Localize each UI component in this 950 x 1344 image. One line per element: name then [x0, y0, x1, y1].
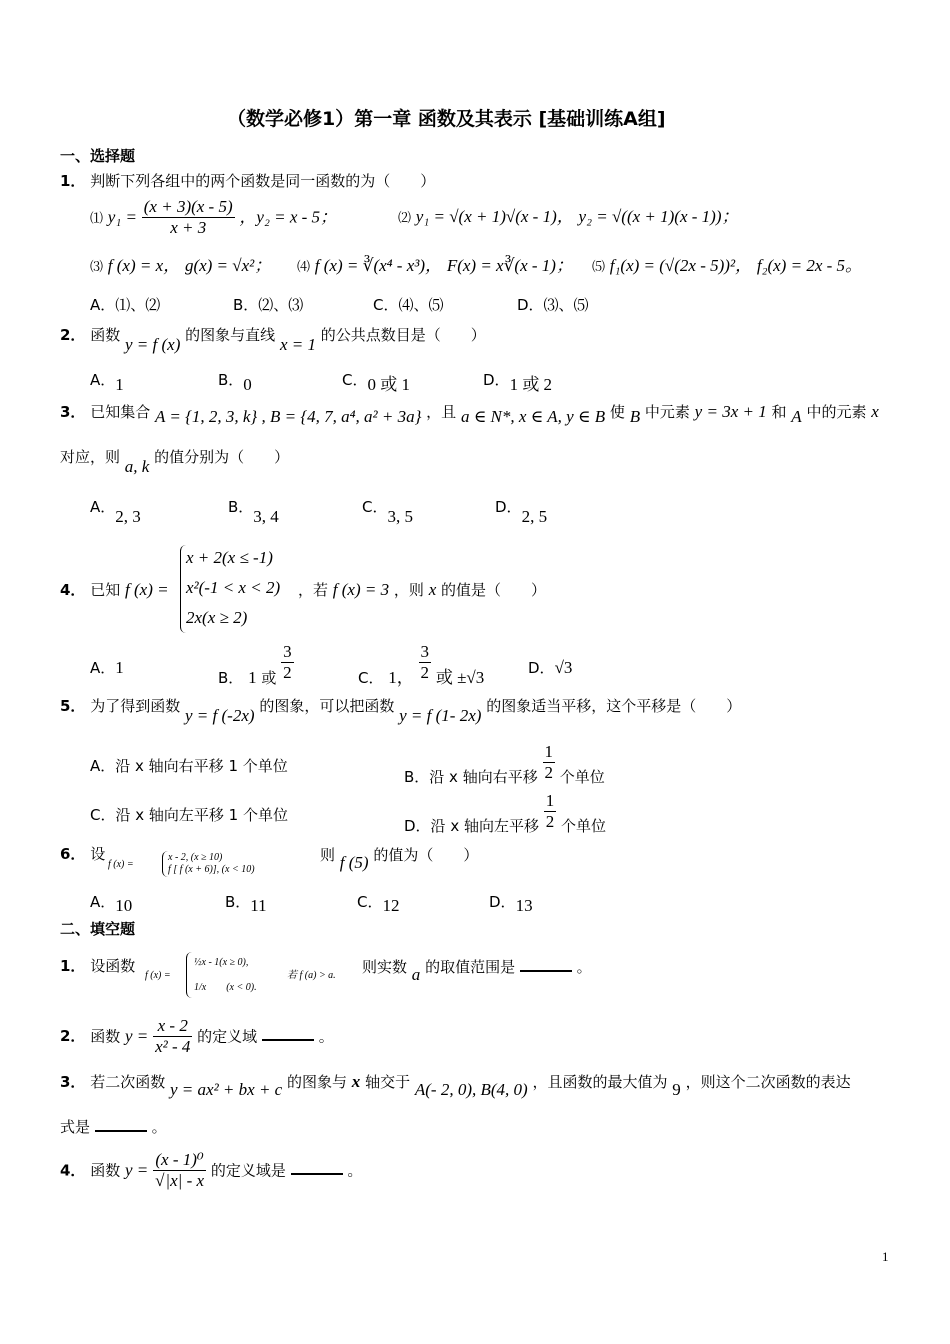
question-text: 的定义域是: [210, 1161, 286, 1180]
math-expr: B: [629, 407, 641, 426]
q5-option-b[interactable]: [404, 742, 605, 787]
question-text: 则实数: [362, 958, 408, 976]
question-text: 的值分别为（ ）: [154, 448, 290, 466]
question-number: 4．: [60, 581, 86, 599]
question-text: 的公共点数目是（ ）: [320, 326, 486, 344]
math-expr: a: [411, 965, 421, 984]
question-number: 5．: [60, 697, 86, 715]
denominator: 2: [420, 663, 430, 683]
q6-fx: f (x) =: [108, 859, 134, 870]
answer-blank[interactable]: [262, 1038, 314, 1041]
denominator: √|x| - x: [155, 1171, 205, 1191]
option-label: A．: [90, 371, 116, 389]
q3-option-d[interactable]: [495, 497, 548, 526]
q4-option-b[interactable]: [218, 642, 294, 688]
math-expr: a, k: [124, 457, 150, 476]
question-text: 中的元素: [806, 403, 867, 421]
math-expr: f₁(x) = (√(2x - 5))²，: [609, 256, 753, 275]
denominator: 2: [545, 812, 555, 832]
question-number: 2．: [60, 1027, 86, 1046]
math-expr: g(x) = √x²；: [184, 256, 272, 275]
option-value: √3: [554, 658, 573, 677]
option-label: B．: [218, 371, 244, 389]
option-value: 0: [243, 375, 252, 394]
q6-option-c[interactable]: [357, 892, 400, 915]
question-4-text: [298, 580, 546, 600]
question-5: [60, 696, 742, 725]
q1-item-4: [297, 256, 573, 276]
math-expr: A(- 2, 0), B(4, 0): [414, 1080, 528, 1099]
fraction-one-half: [543, 742, 556, 784]
option-text: 或: [261, 669, 277, 688]
section-heading-choice: 一、选择题: [60, 147, 136, 165]
math-expr: f (x) = 3: [332, 580, 390, 599]
q1-option-d[interactable]: D．⑶、⑸: [517, 296, 589, 314]
question-text: 设: [90, 845, 106, 863]
math-expr: A = {1, 2, 3, k} , B = {4, 7, a⁴, a² + 3a}: [155, 407, 422, 426]
q2-option-b[interactable]: [218, 370, 252, 394]
question-text: 使: [609, 403, 625, 421]
question-3: [60, 402, 879, 426]
question-text: 的定义域: [197, 1027, 258, 1046]
q5-option-c[interactable]: C．沿 x 轴向左平移 1 个单位: [90, 806, 288, 824]
question-6-label: [60, 845, 105, 863]
question-1: [60, 172, 435, 190]
option-label: D．: [528, 659, 555, 677]
question-text: 中元素: [644, 403, 690, 421]
option-value: 11: [250, 896, 267, 915]
question-2: [60, 325, 486, 354]
option-value: 3, 4: [253, 507, 279, 526]
f1-condition: 若 f (a) > a.: [287, 970, 336, 981]
question-6-text: [320, 845, 479, 872]
option-label: C．: [357, 893, 383, 911]
question-text: ，且: [426, 403, 457, 421]
option-label: B．: [228, 498, 254, 516]
math-expr: x = 1: [279, 335, 316, 354]
f1-fx: f (x) =: [145, 970, 171, 981]
option-text: B．沿 x 轴向右平移: [404, 768, 538, 787]
q1-item-3: [90, 256, 271, 276]
fraction: [142, 197, 235, 239]
q1-item-5: [592, 256, 862, 276]
q5-option-a[interactable]: A．沿 x 轴向右平移 1 个单位: [90, 757, 288, 775]
question-3-line2: [60, 447, 290, 476]
option-text: 个单位: [561, 817, 607, 836]
q6-option-b[interactable]: [225, 892, 267, 915]
item-label: ⑷: [297, 260, 311, 275]
q1-item-1: [90, 197, 337, 239]
fill-2: [60, 1016, 334, 1058]
q5-option-d[interactable]: [404, 791, 607, 836]
question-text: 对应，则: [60, 448, 121, 466]
radicand: |x| - x: [165, 1171, 205, 1191]
question-4-label: [60, 580, 169, 600]
option-label: D．: [483, 371, 510, 389]
f1-case-1: ½x - 1(x ≥ 0),: [194, 957, 249, 968]
math-expr: 9: [672, 1080, 681, 1099]
question-number: 6．: [60, 845, 86, 863]
q1-option-c[interactable]: C．⑷、⑸: [373, 296, 444, 314]
question-text: ，则这个二次函数的表达: [685, 1073, 851, 1091]
question-text: 。: [151, 1118, 167, 1136]
question-text: 。: [576, 958, 592, 976]
numerator: 3: [419, 642, 432, 663]
q6-case-2: f [ f (x + 6)], (x < 10): [168, 864, 255, 875]
question-text: 函数: [90, 1027, 121, 1046]
numerator: x - 2: [153, 1016, 192, 1037]
math-expr: A: [791, 407, 802, 426]
q4-option-a[interactable]: [90, 658, 124, 678]
question-text: 已知集合: [90, 403, 151, 421]
math-expr: f (5): [339, 853, 369, 872]
fill-3: [60, 1072, 851, 1099]
f1-case-2: 1/x (x < 0).: [194, 982, 257, 993]
fill-3-line2: [60, 1118, 167, 1136]
math-expr: ，y₂ = x - 5；: [239, 207, 338, 227]
fraction: [153, 1016, 192, 1058]
option-label: D．: [489, 893, 516, 911]
fraction-one-half: [544, 791, 557, 833]
denominator: x + 3: [170, 218, 207, 238]
q6-case-1: x - 2, (x ≥ 10): [168, 852, 223, 863]
q6-option-a[interactable]: [90, 892, 133, 915]
q3-option-a[interactable]: [90, 497, 141, 526]
math-expr: F(x) = x∛(x - 1)；: [446, 256, 573, 275]
piecewise-case-3: 2x(x ≥ 2): [186, 608, 248, 627]
option-value: 12: [382, 896, 400, 915]
question-number: 3．: [60, 1073, 86, 1091]
math-expr: y = 3x + 1: [694, 402, 767, 421]
option-text: D．沿 x 轴向左平移: [404, 817, 539, 836]
item-label: ⑵: [398, 211, 412, 226]
fill-1-text: [362, 957, 592, 984]
option-label: B．: [218, 669, 244, 688]
q1-option-a[interactable]: A．⑴、⑵: [90, 296, 161, 314]
denominator: x² - 4: [155, 1037, 191, 1057]
math-expr: y = f (1- 2x): [399, 706, 482, 725]
section-heading-fill: 二、填空题: [60, 920, 136, 938]
math-expr: x: [351, 1072, 361, 1091]
option-value: 13: [515, 896, 533, 915]
q1-option-b[interactable]: B．⑵、⑶: [233, 296, 304, 314]
math-expr: y₁ =: [107, 207, 137, 227]
q2-option-c[interactable]: [342, 370, 410, 394]
math-expr: f₂(x) = 2x - 5。: [756, 256, 863, 275]
page-number: 1: [882, 1249, 889, 1264]
question-number: 1．: [60, 957, 86, 975]
question-text: 的图象与直线: [185, 326, 276, 344]
question-number: 1．: [60, 172, 86, 190]
math-expr: y =: [125, 1160, 149, 1180]
option-value: 2, 5: [521, 507, 548, 526]
fraction: [153, 1150, 206, 1192]
option-value: 1: [248, 668, 257, 688]
math-expr: f (x) =: [125, 580, 169, 599]
option-label: B．: [225, 893, 251, 911]
item-label: ⑴: [90, 211, 104, 227]
math-expr: f (x) = ∛(x⁴ - x³)，: [314, 256, 443, 275]
question-text: 的图象适当平移，这个平移是（ ）: [486, 697, 742, 715]
question-text: 已知: [90, 581, 121, 599]
math-expr: y = f (x): [125, 335, 181, 354]
page-title: （数学必修1）第一章 函数及其表示 [基础训练A组]: [227, 108, 666, 130]
option-label: A．: [90, 659, 116, 677]
math-expr: y₁ = √(x + 1)√(x - 1)，: [415, 207, 574, 226]
question-text: 为了得到函数: [90, 697, 181, 715]
item-label: ⑶: [90, 260, 104, 275]
q4-option-d[interactable]: [528, 658, 572, 678]
question-text: 判断下列各组中的两个函数是同一函数的为（ ）: [90, 172, 436, 190]
fill-4: [60, 1150, 362, 1192]
q3-option-b[interactable]: [228, 497, 279, 526]
numerator: (x + 3)(x - 5): [142, 197, 235, 218]
question-number: 4．: [60, 1161, 86, 1180]
question-text: 。: [347, 1161, 363, 1180]
question-text: ，且函数的最大值为: [532, 1073, 668, 1091]
numerator: 1: [543, 742, 556, 763]
math-expr: x: [871, 402, 879, 421]
math-expr: x: [428, 580, 437, 599]
fraction-three-halves: [419, 642, 432, 684]
numerator: (x - 1)⁰: [153, 1150, 206, 1171]
item-label: ⑸: [592, 260, 606, 275]
question-text: 的值是（ ）: [441, 581, 547, 599]
question-text: 轴交于: [365, 1073, 411, 1091]
math-expr: y₂ = √((x + 1)(x - 1))；: [578, 207, 739, 226]
option-value: 1，: [388, 668, 414, 688]
question-text: 的图象，可以把函数: [259, 697, 395, 715]
question-text: ，则: [393, 581, 424, 599]
fill-1-label: [60, 957, 135, 975]
question-text: 的图象与: [287, 1073, 348, 1091]
option-value: 10: [115, 896, 133, 915]
question-text: 设函数: [90, 957, 136, 975]
question-text: 则: [320, 846, 336, 864]
question-number: 3．: [60, 403, 86, 421]
option-value: 3, 5: [387, 507, 413, 526]
answer-blank[interactable]: [291, 1172, 343, 1175]
question-text: 若二次函数: [90, 1073, 166, 1091]
piecewise-case-1: x + 2(x ≤ -1): [186, 548, 273, 567]
option-value: 1: [115, 658, 124, 677]
option-value: 或 ±√3: [435, 668, 485, 688]
question-text: 式是: [60, 1118, 91, 1136]
option-value: 2, 3: [115, 507, 141, 526]
question-text: 函数: [90, 326, 121, 344]
numerator: 3: [281, 642, 294, 663]
question-text: ，若: [298, 581, 329, 599]
option-label: D．: [495, 498, 522, 516]
answer-blank[interactable]: [95, 1129, 147, 1132]
question-number: 2．: [60, 326, 86, 344]
q4-option-c[interactable]: [358, 642, 485, 688]
question-text: 函数: [90, 1161, 121, 1180]
math-expr: a ∈ N*, x ∈ A, y ∈ B: [460, 407, 606, 426]
question-text: 和: [771, 403, 787, 421]
option-value: 0 或 1: [367, 375, 410, 394]
brace: [186, 952, 193, 998]
q1-item-2: [398, 207, 739, 227]
option-label: C．: [358, 669, 384, 688]
q2-option-d[interactable]: [483, 370, 553, 394]
option-label: C．: [362, 498, 388, 516]
q6-option-d[interactable]: [489, 892, 533, 915]
option-value: 1 或 2: [509, 375, 553, 394]
option-text: 个单位: [559, 768, 605, 787]
math-expr: y = f (-2x): [185, 706, 255, 725]
numerator: 1: [544, 791, 557, 812]
math-expr: f (x) = x，: [107, 256, 181, 275]
question-text: 的值为（ ）: [373, 846, 479, 864]
question-text: 。: [318, 1027, 334, 1046]
answer-blank[interactable]: [520, 969, 572, 972]
option-label: A．: [90, 498, 116, 516]
denominator: 2: [283, 663, 292, 683]
option-value: 1: [115, 375, 124, 394]
fraction-three-halves: [281, 642, 294, 684]
math-expr: y = ax² + bx + c: [170, 1080, 283, 1099]
piecewise-case-2: x²(-1 < x < 2): [186, 578, 281, 597]
option-label: C．: [342, 371, 368, 389]
q2-option-a[interactable]: [90, 370, 124, 394]
question-text: 的取值范围是: [425, 958, 516, 976]
option-label: A．: [90, 893, 116, 911]
math-expr: y =: [125, 1026, 149, 1046]
q3-option-c[interactable]: [362, 497, 413, 526]
denominator: 2: [544, 763, 553, 783]
